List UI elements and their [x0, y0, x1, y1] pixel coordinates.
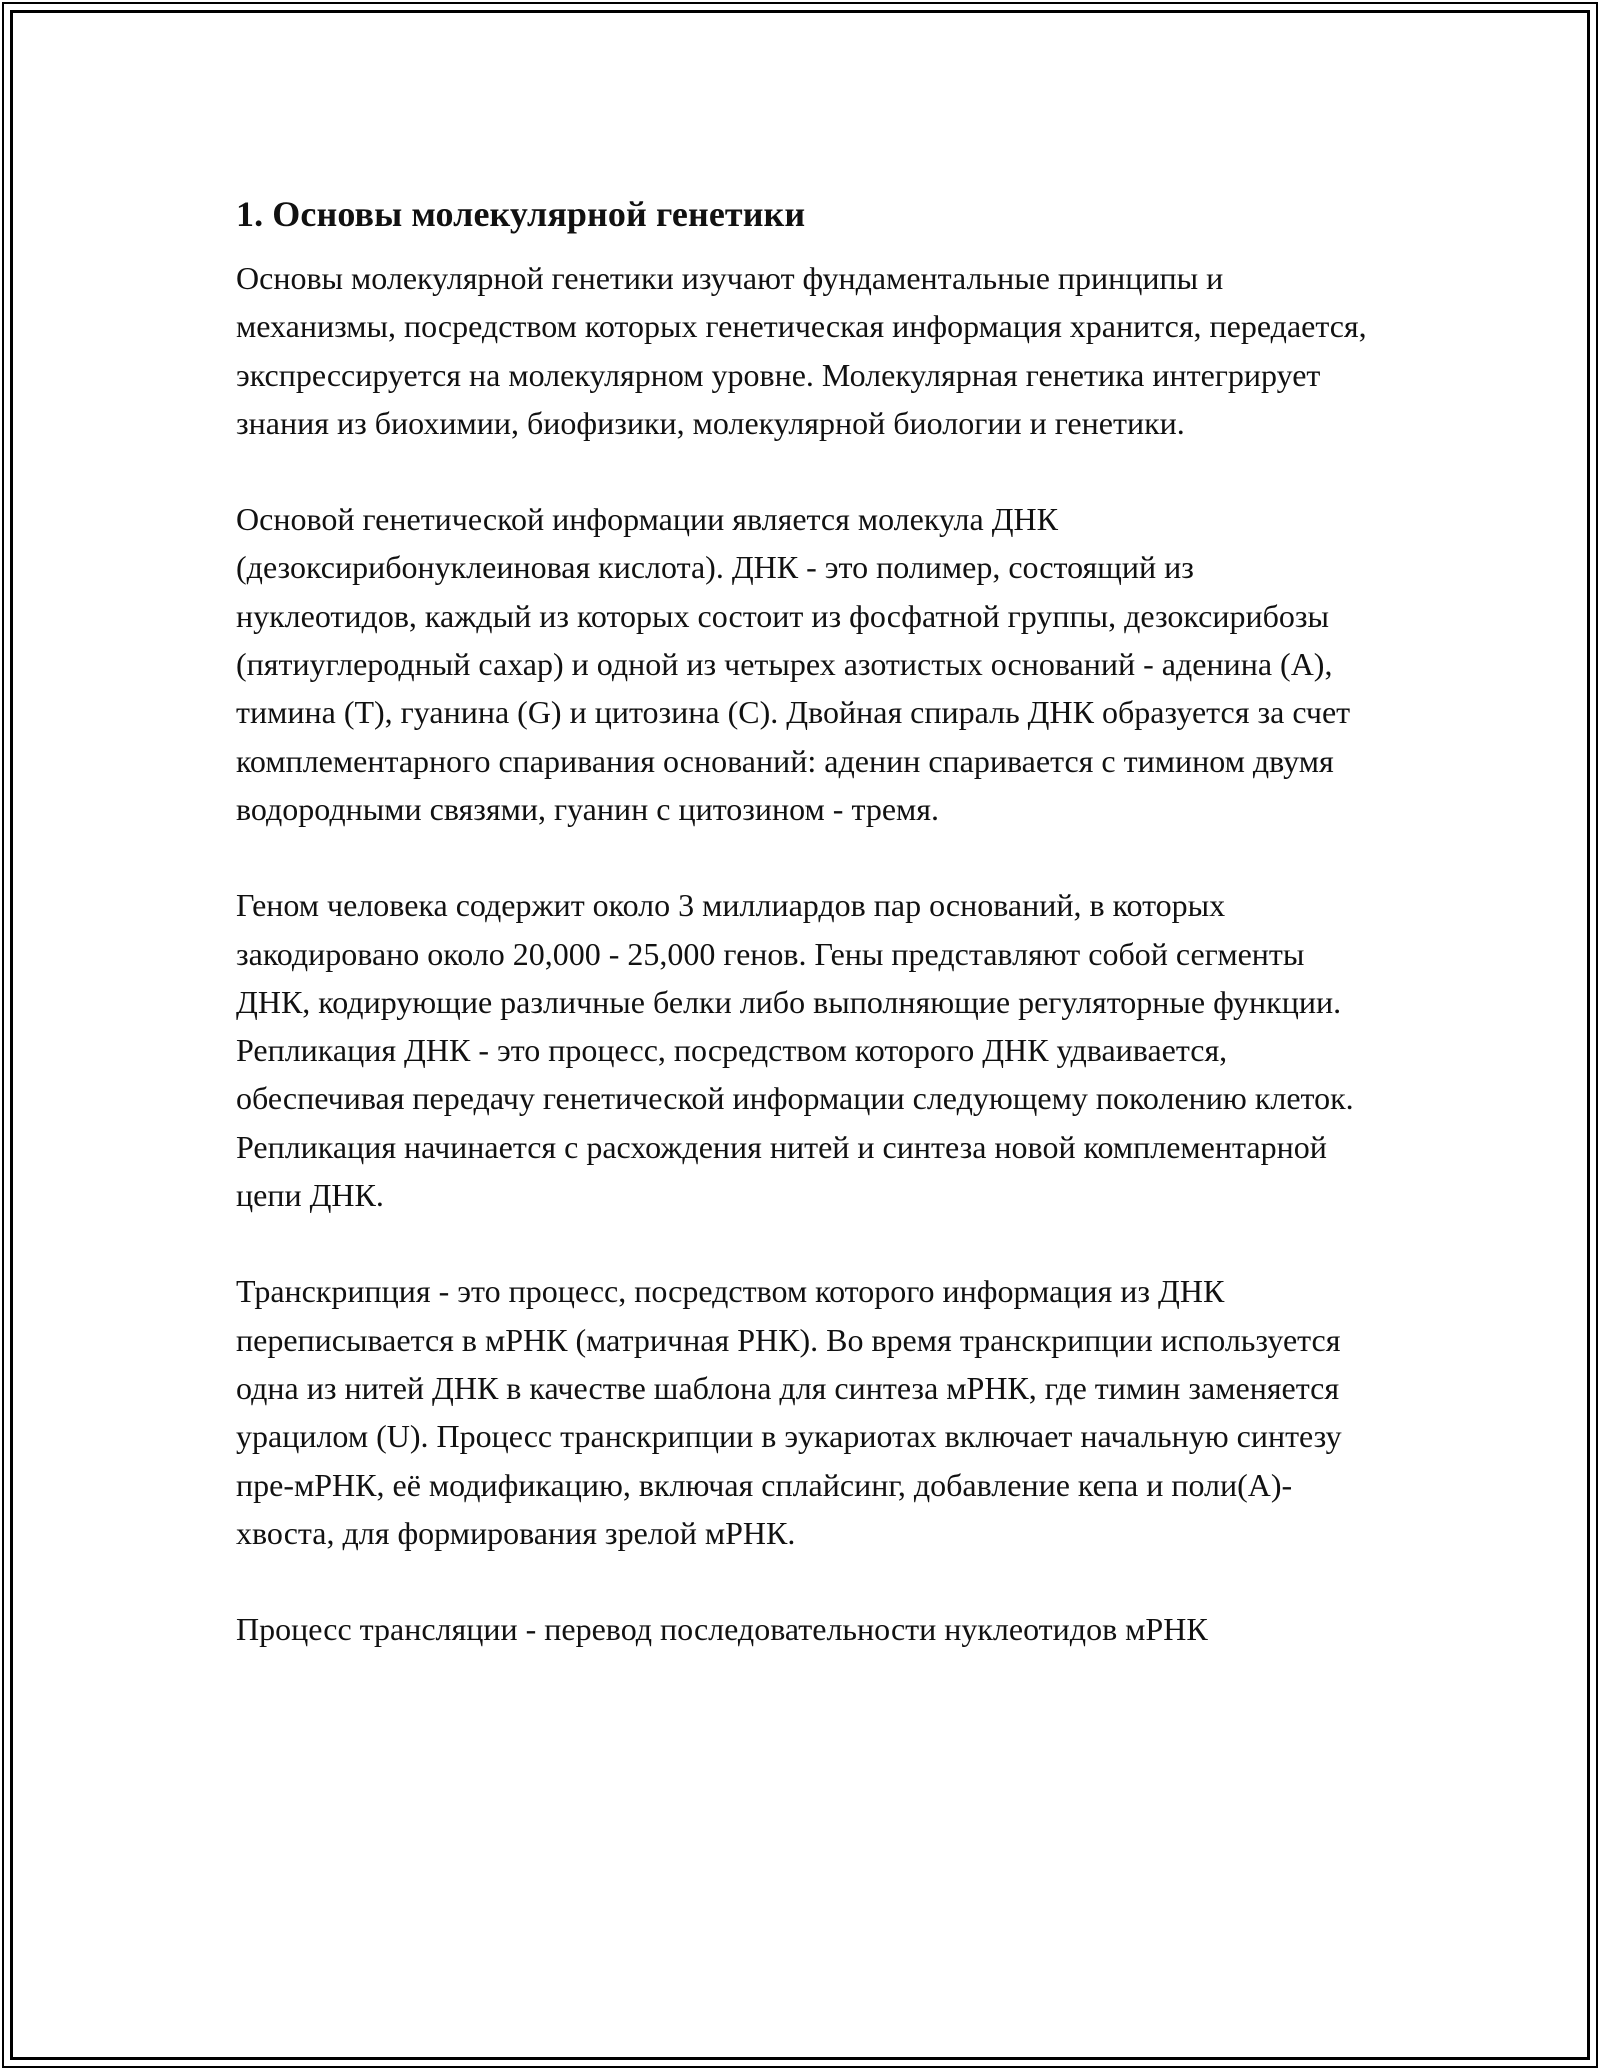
- document-body: [236, 188, 1376, 1653]
- paragraph-transcription: Транскрипция - это процесс, посредством которого информация из ДНК переписывается в мРНК (матричная РНК). Во время транскрипции используется одна из нитей ДНК в качестве шаблона для синтеза мРНК, где тимин заменяется урацилом (U). Процесс транскрипции в эукариотах включает начальную синтезу пре-мРНК, её модификацию, включая сплайсинг, добавление кепа и поли(A)-хвоста, для формирования зрелой мРНК.: [236, 1273, 1342, 1551]
- paragraph-translation: Процесс трансляции - перевод последовательности нуклеотидов мРНК: [236, 1611, 1208, 1648]
- paragraph-intro: Основы молекулярной генетики изучают фундаментальные принципы и механизмы, посредством которых генетическая информация хранится, передается, экспрессируется на молекулярном уровне. Молекулярная генетика интегрирует знания из биохимии, биофизики, молекулярной биологии и генетики.: [236, 260, 1367, 441]
- section-title: 1. Основы молекулярной генетики: [236, 194, 806, 234]
- paragraph-genome-replication: Геном человека содержит около 3 миллиардов пар оснований, в которых закодировано около 20,000 - 25,000 генов. Гены представляют собой сегменты ДНК, кодирующие различные белки либо выполняющие регуляторные функции. Репликация ДНК - это процесс, посредством которого ДНК удваивается, обеспечивая передачу генетической информации следующему поколению клеток. Репликация начинается с расхождения нитей и синтеза новой комплементарной цепи ДНК.: [236, 887, 1354, 1214]
- paragraph-dna-structure: Основой генетической информации является молекула ДНК (дезоксирибонуклеиновая кислота). ДНК - это полимер, состоящий из нуклеотидов, каждый из которых состоит из фосфатной группы, дезоксирибозы (пятиуглеродный сахар) и одной из четырех азотистых оснований - аденина (A), тимина (T), гуанина (G) и цитозина (C). Двойная спираль ДНК образуется за счет комплементарного спаривания оснований: аденин спаривается с тимином двумя водородными связями, гуанин с цитозином - тремя.: [236, 501, 1351, 827]
